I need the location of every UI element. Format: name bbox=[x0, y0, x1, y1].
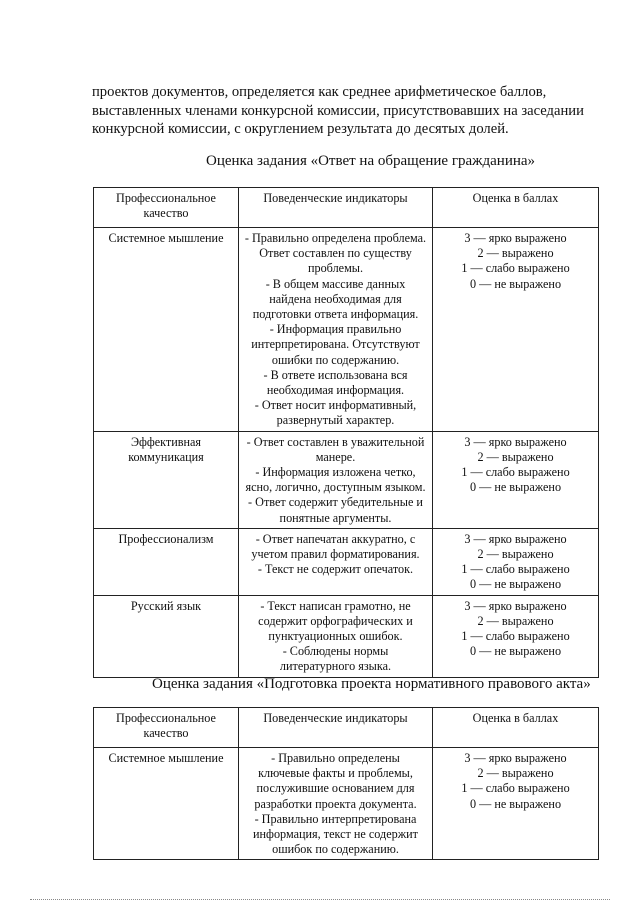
score-line: 0 — не выражено bbox=[469, 480, 562, 495]
score-line: 3 — ярко выражено bbox=[464, 531, 567, 546]
quality-cell: Системное мышление bbox=[94, 748, 239, 860]
table1 bbox=[93, 187, 599, 678]
indicator-line: найдена необходимая для bbox=[269, 291, 402, 306]
indicator-line: - Ответ содержит убедительные и bbox=[248, 495, 423, 510]
table2-header-row bbox=[94, 708, 599, 748]
indicator-line: литературного языка. bbox=[279, 659, 392, 674]
indicators-cell bbox=[239, 228, 433, 432]
score-line: 2 — выражено bbox=[477, 613, 554, 628]
indicator-line: - Текст не содержит опечаток. bbox=[257, 562, 414, 577]
indicator-line: содержит орфографических и bbox=[258, 613, 413, 628]
indicator-line: пунктуационных ошибок. bbox=[268, 629, 403, 644]
header-quality: Профессиональное качество bbox=[94, 188, 239, 228]
scores-cell bbox=[433, 228, 599, 432]
indicator-line: проблемы. bbox=[307, 261, 364, 276]
quality-cell: Эффективная коммуникация bbox=[94, 431, 239, 528]
indicator-line: - Текст написан грамотно, не bbox=[260, 598, 411, 613]
indicators-cell bbox=[239, 595, 433, 677]
table2 bbox=[93, 707, 599, 860]
indicators-cell bbox=[239, 748, 433, 860]
scores-cell bbox=[433, 528, 599, 595]
intro-paragraph bbox=[92, 83, 612, 139]
quality-cell: Профессионализм bbox=[94, 528, 239, 595]
indicator-line: - Правильно определена проблема. bbox=[244, 231, 427, 245]
indicator-line: разработки проекта документа. bbox=[254, 796, 417, 811]
indicator-line: - Ответ носит информативный, bbox=[254, 398, 417, 413]
header-indicators: Поведенческие индикаторы bbox=[239, 188, 433, 228]
indicator-line: - Ответ составлен в уважительной bbox=[246, 434, 425, 449]
score-line: 3 — ярко выражено bbox=[464, 434, 567, 449]
indicator-line: ошибки по содержанию. bbox=[271, 352, 400, 367]
table-row bbox=[94, 748, 599, 860]
indicators-cell bbox=[239, 431, 433, 528]
table1-caption: Оценка задания «Ответ на обращение гражданина» bbox=[206, 153, 536, 169]
indicator-line: - В общем массиве данных bbox=[265, 276, 406, 291]
score-line: 0 — не выражено bbox=[469, 644, 562, 659]
indicator-line: - Соблюдены нормы bbox=[282, 644, 389, 659]
indicators-cell bbox=[239, 528, 433, 595]
indicator-line: - Правильно определены bbox=[271, 751, 400, 765]
table2-caption: Оценка задания «Подготовка проекта нормативного правового акта» bbox=[152, 676, 591, 692]
score-line: 3 — ярко выражено bbox=[464, 231, 567, 245]
score-line: 0 — не выражено bbox=[469, 796, 562, 811]
header-indicators: Поведенческие индикаторы bbox=[239, 708, 433, 748]
indicator-line: ключевые факты и проблемы, bbox=[258, 766, 413, 781]
score-line: 2 — выражено bbox=[477, 246, 554, 261]
page-bottom-divider bbox=[30, 899, 610, 900]
indicator-line: развернутый характер. bbox=[276, 413, 395, 428]
indicator-line: подготовки ответа информация. bbox=[252, 307, 419, 322]
scores-cell bbox=[433, 748, 599, 860]
table1-header-row bbox=[94, 188, 599, 228]
score-line: 0 — не выражено bbox=[469, 577, 562, 592]
table-row bbox=[94, 595, 599, 677]
score-line: 1 — слабо выражено bbox=[461, 261, 570, 276]
score-line: 1 — слабо выражено bbox=[461, 629, 570, 644]
scores-cell bbox=[433, 431, 599, 528]
table-row bbox=[94, 431, 599, 528]
intro-line: конкурсной комиссии, с округлением результата до десятых долей. bbox=[92, 121, 509, 137]
indicator-line: - Информация изложена четко, bbox=[255, 465, 416, 480]
indicator-line: учетом правил форматирования. bbox=[251, 547, 420, 562]
score-line: 1 — слабо выражено bbox=[461, 465, 570, 480]
intro-line: проектов документов, определяется как среднее арифметическое баллов, bbox=[92, 84, 547, 100]
header-quality: Профессиональное качество bbox=[94, 708, 239, 748]
score-line: 2 — выражено bbox=[477, 766, 554, 781]
score-line: 0 — не выражено bbox=[469, 276, 562, 291]
intro-line: выставленных членами конкурсной комиссии, присутствовавших на заседании bbox=[92, 102, 584, 119]
header-scores: Оценка в баллах bbox=[433, 708, 599, 748]
indicator-line: - Ответ напечатан аккуратно, с bbox=[255, 531, 416, 546]
score-line: 3 — ярко выражено bbox=[464, 598, 567, 613]
indicator-line: ясно, логично, доступным языком. bbox=[245, 480, 426, 495]
indicator-line: интерпретирована. Отсутствуют bbox=[251, 337, 420, 352]
table-row bbox=[94, 228, 599, 432]
indicator-line: понятные аргументы. bbox=[279, 510, 392, 525]
score-line: 1 — слабо выражено bbox=[461, 781, 570, 796]
indicator-line: - В ответе использована вся bbox=[263, 367, 408, 382]
indicator-line: ошибок по содержанию. bbox=[272, 842, 399, 857]
score-line: 2 — выражено bbox=[477, 449, 554, 464]
header-scores: Оценка в баллах bbox=[433, 188, 599, 228]
score-line: 2 — выражено bbox=[477, 547, 554, 562]
indicator-line: Ответ составлен по существу bbox=[259, 246, 412, 261]
score-line: 3 — ярко выражено bbox=[464, 751, 567, 765]
score-line: 1 — слабо выражено bbox=[461, 562, 570, 577]
indicator-line: манере. bbox=[315, 449, 356, 464]
indicator-line: послужившие основанием для bbox=[256, 781, 415, 796]
indicator-line: - Правильно интерпретирована bbox=[254, 811, 417, 826]
scores-cell bbox=[433, 595, 599, 677]
indicator-line: информация, текст не содержит bbox=[253, 827, 418, 842]
quality-cell: Системное мышление bbox=[94, 228, 239, 432]
indicator-line: - Информация правильно bbox=[269, 322, 402, 337]
indicator-line: необходимая информация. bbox=[266, 383, 405, 398]
table-row bbox=[94, 528, 599, 595]
quality-cell: Русский язык bbox=[94, 595, 239, 677]
